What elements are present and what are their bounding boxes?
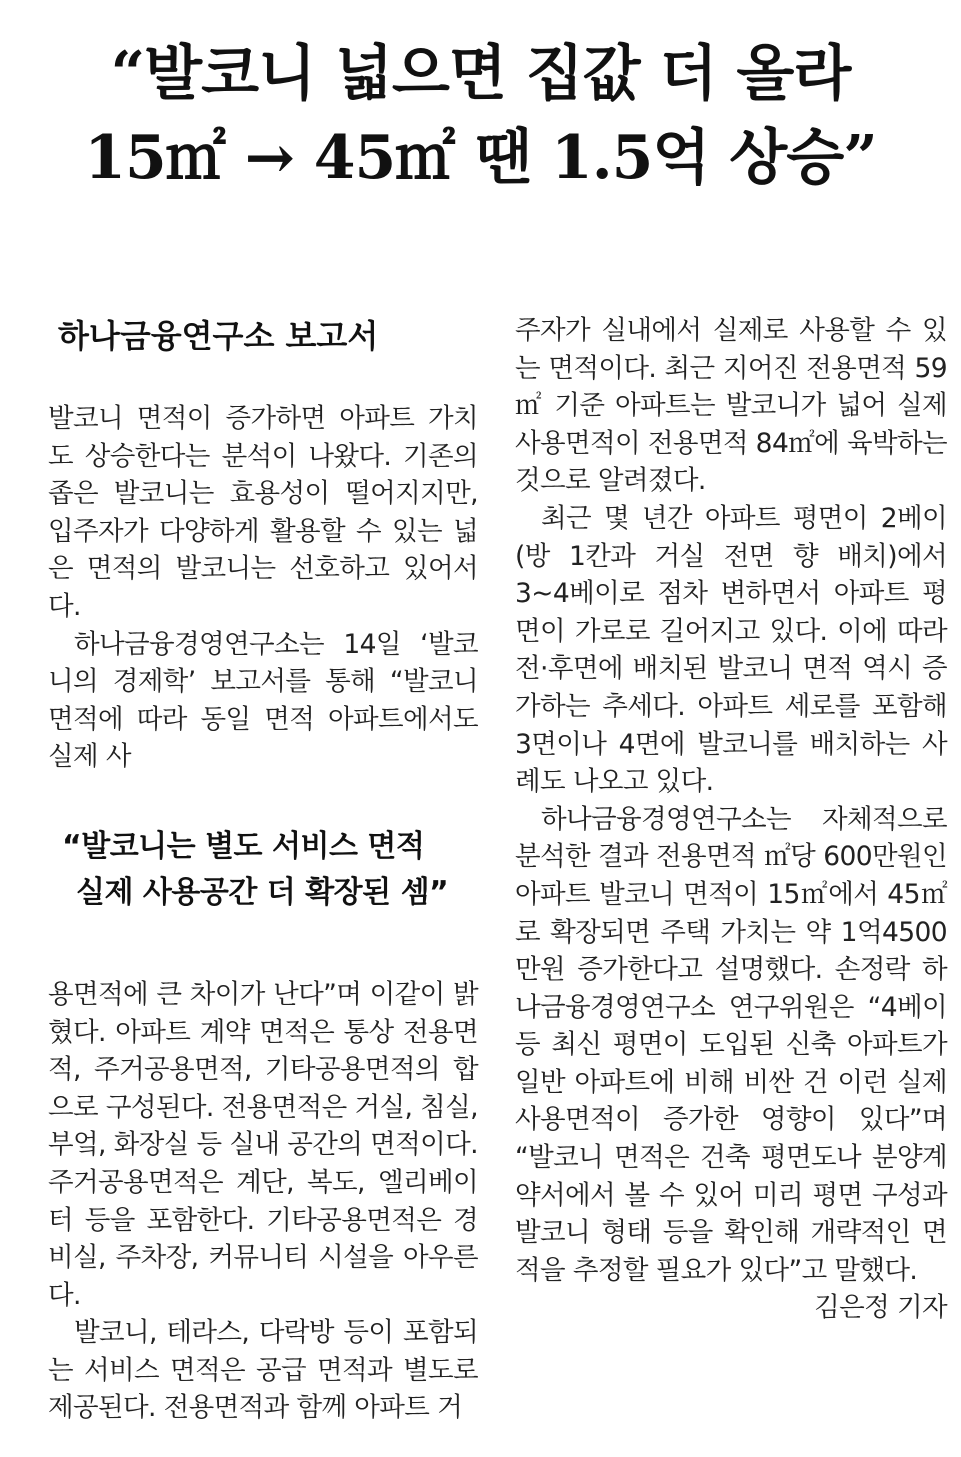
subheading-line-1: “발코니는 별도 서비스 면적 <box>62 828 425 864</box>
article-paragraph: 주자가 실내에서 실제로 사용할 수 있는 면적이다. 최근 지어진 전용면적 59㎡ 기준 아파트는 발코니가 넓어 실제 사용면적이 전용면적 84㎡에 육박하는 것으로 알려졌다. <box>515 315 947 497</box>
article-paragraph: 하나금융경영연구소는 14일 ‘발코니의 경제학’ 보고서를 통해 “발코니 면적에 따라 동일 면적 아파트에서도 실제 사 <box>48 628 478 773</box>
article-paragraph-text: 하나금융경영연구소는 자체적으로 분석한 결과 전용면적 ㎡당 600만원인 아파트 발코니 면적이 15㎡에서 45㎡로 확장되면 주택 가치는 약 1억4500만원 증가한다고 설명했다. 손정락 하나금융경영연구소 연구위원은 “4베이 등 최신 평면이 도입된 신축 아파트가 일반 아파트에 비해 비싼 건 이런 실제 사용면적이 증가한 영향이 있다”며 “발코니 면적은 건축 평면도나 분양계약서에서 볼 수 있어 미리 평면 구성과 발코니 형태 등을 확인해 개략적인 면적을 추정할 필요가 있다”고 말했다. <box>515 803 947 1286</box>
kicker: 하나금융연구소 보고서 <box>58 317 379 355</box>
right-column <box>515 312 947 1327</box>
subheading <box>62 824 478 916</box>
headline-line-1: “발코니 넓으면 집값 더 올라 <box>110 39 851 109</box>
article-paragraph: 발코니 면적이 증가하면 아파트 가치도 상승한다는 분석이 나왔다. 기존의 좁은 발코니는 효용성이 떨어지지만, 입주자가 다양하게 활용할 수 있는 넓은 면적의 발코니는 선호하고 있어서다. <box>48 403 478 622</box>
article-paragraph-last <box>515 801 947 1324</box>
article-paragraph: 최근 몇 년간 아파트 평면이 2베이(방 1칸과 거실 전면 향 배치)에서 3~4베이로 점차 변하면서 아파트 평면이 가로로 길어지고 있다. 이에 따라 전·후면에 배치된 발코니 면적 역시 증가하는 추세다. 아파트 세로를 포함해 3면이나 4면에 발코니를 배치하는 사례도 나오고 있다. <box>515 502 947 798</box>
article-paragraph: 용면적에 큰 차이가 난다”며 이같이 밝혔다. 아파트 계약 면적은 통상 전용면적, 주거공용면적, 기타공용면적의 합으로 구성된다. 전용면적은 거실, 침실, 부엌, 화장실 등 실내 공간의 면적이다. 주거공용면적은 계단, 복도, 엘리베이터 등을 포함한다. 기타공용면적은 경비실, 주차장, 커뮤니티 시설을 아우른다. <box>48 978 478 1311</box>
headline <box>0 32 961 200</box>
headline-line-2: 15㎡ → 45㎡ 땐 1.5억 상승” <box>84 123 877 193</box>
left-column <box>48 312 478 1427</box>
subheading-line-2: 실제 사용공간 더 확장된 셈” <box>76 874 449 910</box>
byline: 김은정 기자 <box>814 1292 947 1324</box>
article-paragraph: 발코니, 테라스, 다락방 등이 포함되는 서비스 면적은 공급 면적과 별도로 제공된다. 전용면적과 함께 아파트 거 <box>48 1317 478 1424</box>
